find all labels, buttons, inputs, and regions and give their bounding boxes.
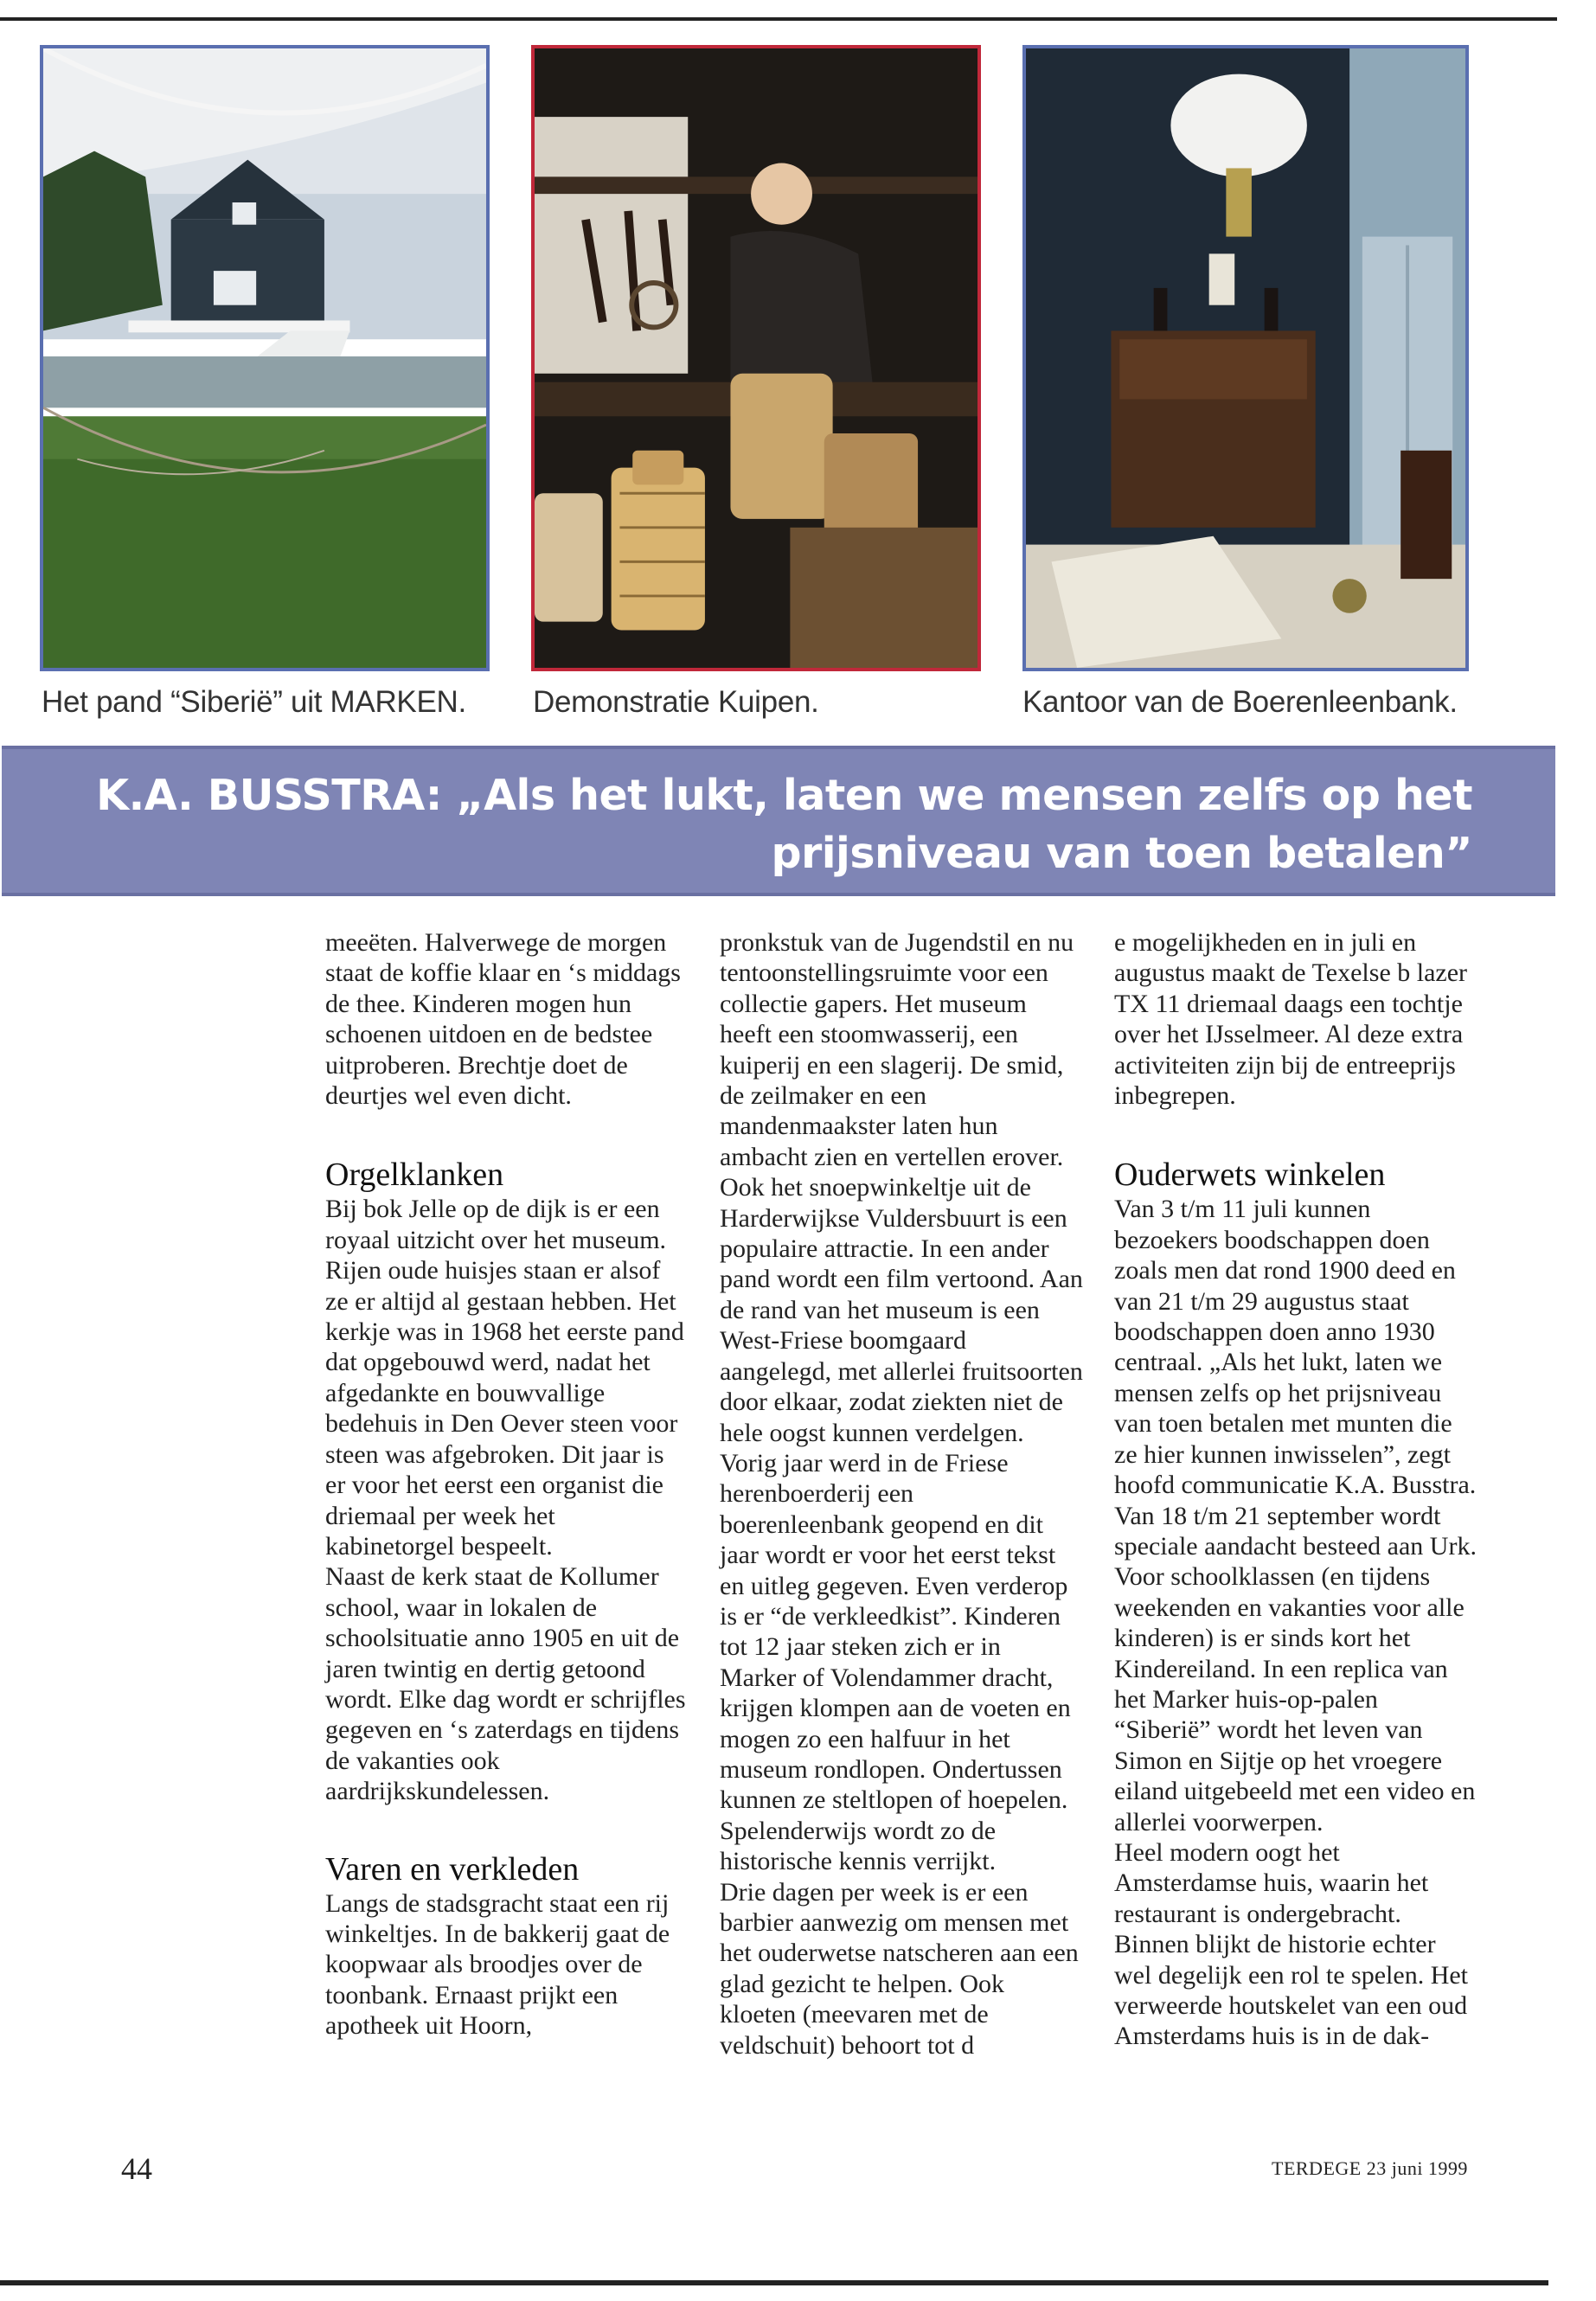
article-column-2 bbox=[720, 927, 1083, 2061]
pull-quote-text: K.A. BUSSTRA: „Als het lukt, laten we mensen zelfs op het prijsniveau van toen betalen” bbox=[96, 771, 1472, 878]
paragraph: e mogelijkheden en in juli en augustus maakt de Texelse b lazer TX 11 driemaal daags een tochtje over het IJsselmeer. Al deze extra activiteiten zijn bij de entreeprijs inbegrepen. bbox=[1114, 928, 1468, 1111]
paragraph: Drie dagen per week is er een barbier aanwezig om mensen met het ouderwetse natscheren aan een glad gezicht te helpen. Ook kloeten (meevaren met de veldschuit) behoort tot d bbox=[720, 1877, 1079, 2060]
photo-caption-kuipen: Demonstratie Kuipen. bbox=[533, 685, 819, 719]
paragraph: Heel modern oogt het Amsterdamse huis, waarin het restaurant is ondergebracht. Binnen blijkt de historie echter wel degelijk een rol te spelen. Het verweerde houtskelet van een oud Amsterdams huis is in de dak- bbox=[1114, 1837, 1469, 2051]
photo-kuipen-demonstration bbox=[531, 45, 981, 671]
photo-caption-siberie: Het pand “Siberië” uit MARKEN. bbox=[42, 685, 466, 719]
paragraph: Vorig jaar werd in de Friese herenboerderij een boerenleenbank geopend en dit jaar wordt er voor het eerst tekst en uitleg gegeven. Even verderop is er “de verkleedkist”. Kinderen tot 12 jaar steken zich er in Marker of Volendammer dracht, krijgen klompen aan de voeten en mogen zo een halfuur in het museum rondlopen. Ondertussen kunnen ze steltlopen of hoepelen. Spelenderwijs wordt zo de historische kennis verrijkt. bbox=[720, 1448, 1071, 1876]
publication-source: TERDEGE 23 juni 1999 bbox=[1272, 2157, 1468, 2179]
photo-boerenleenbank-office bbox=[1022, 45, 1469, 671]
subheading-ouderwets-winkelen: Ouderwets winkelen bbox=[1114, 1157, 1386, 1194]
paragraph: Bij bok Jelle op de dijk is er een royaal uitzicht over het museum. Rijen oude huisjes staan er alsof ze er altijd al gestaan hebben. Het kerkje was in 1968 het eerste pand dat opgebouwd werd, nadat het afgedankte en bouwvallige bedehuis in Den Oever steen voor steen was afgebroken. Dit jaar is er voor het eerst een organist die driemaal per week het kabinetorgel bespeelt. bbox=[325, 1195, 684, 1561]
subheading-orgelklanken: Orgelklanken bbox=[325, 1157, 504, 1194]
photo-caption-bank: Kantoor van de Boerenleenbank. bbox=[1022, 685, 1458, 719]
paragraph: meeëten. Halverwege de morgen staat de koffie klaar en ‘s middags de thee. Kinderen mogen hun schoenen uitdoen en de bedstee uitproberen. Brechtje doet de deurtjes wel even dicht. bbox=[325, 928, 681, 1111]
top-rule bbox=[0, 17, 1557, 21]
paragraph: Langs de stadsgracht staat een rij winkeltjes. In de bakkerij gaat de koopwaar als broodjes over de toonbank. Ernaast prijkt een apotheek uit Hoorn, bbox=[325, 1888, 670, 2041]
paragraph: pronkstuk van de Jugendstil en nu tentoonstellingsruimte voor een collectie gapers. Het museum heeft een stoomwasserij, een kuiperij en een slagerij. De smid, de zeilmaker en een mandenmaakster laten hun ambacht zien en vertellen erover. Ook het snoepwinkeltje uit de Harderwijkse Vuldersbuurt is een populaire attractie. In een ander pand wordt een film vertoond. Aan de rand van het museum is een West-Friese boomgaard aangelegd, met allerlei fruitsoorten door elkaar, zodat ziekten niet de hele oogst kunnen verdelgen. bbox=[720, 928, 1083, 1447]
paragraph: Naast de kerk staat de Kollumer school, waar in lokalen de schoolsituatie anno 1905 en uit de jaren twintig en dertig getoond wordt. Elke dag wordt er schrijfles gegeven en ‘s zaterdags en tijdens de vakanties ook aardrijkskundelessen. bbox=[325, 1562, 686, 1806]
photo-siberie-house bbox=[40, 45, 490, 671]
page-number: 44 bbox=[121, 2151, 152, 2186]
paragraph: Voor schoolklassen (en tijdens weekenden en vakanties voor alle kinderen) is er sinds kort het Kindereiland. In een replica van het Marker huis-op-palen “Siberië” wordt het leven van Simon en Sijtje op het vroegere eiland uitgebeeld met een video en allerlei voorwerpen. bbox=[1114, 1562, 1476, 1836]
subheading-varen-en-verkleden: Varen en verkleden bbox=[325, 1850, 580, 1888]
pull-quote-banner bbox=[2, 746, 1555, 896]
paragraph: Van 3 t/m 11 juli kunnen bezoekers boodschappen doen zoals men dat rond 1900 deed en van 21 t/m 29 augustus staat boodschappen doen anno 1930 centraal. „Als het lukt, laten we mensen zelfs op het prijsniveau van toen betalen met munten die ze hier kunnen inwisselen”, zegt hoofd communicatie K.A. Busstra. Van 18 t/m 21 september wordt speciale aandacht besteed aan Urk. bbox=[1114, 1195, 1477, 1561]
article-column-1 bbox=[325, 927, 689, 2041]
bottom-rule bbox=[0, 2280, 1548, 2285]
article-column-3 bbox=[1114, 927, 1477, 2052]
